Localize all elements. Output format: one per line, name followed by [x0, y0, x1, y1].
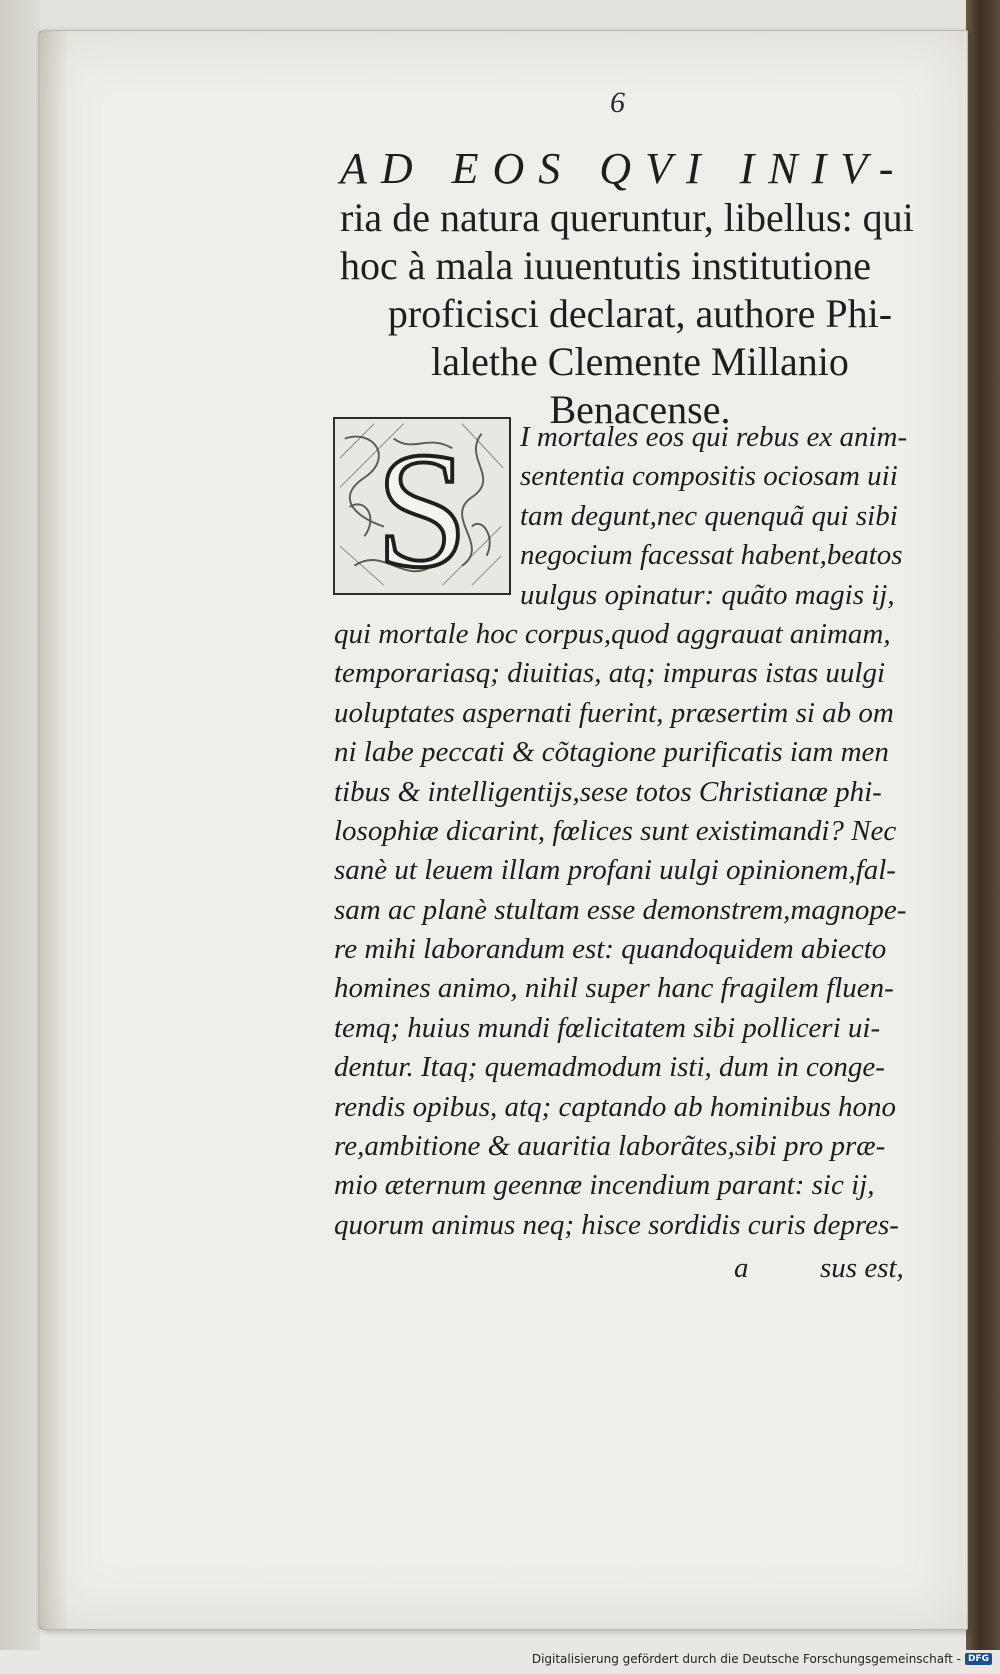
heading-line: lalethe Clemente Millanio — [431, 339, 849, 384]
scan-background-top — [0, 0, 1000, 30]
heading-line: hoc à mala iuuentutis institutione — [340, 243, 872, 288]
text-line: temq; huius mundi fœlicitatem sibi polliceri ui- — [334, 1011, 881, 1044]
text-line: re,ambitione & auaritia laborãtes,sibi pro præ- — [334, 1130, 886, 1163]
text-line: qui mortale hoc corpus,quod aggrauat animam, — [334, 617, 891, 650]
chapter-heading — [340, 144, 940, 434]
catchword: sus est, — [820, 1252, 904, 1284]
scan-background-left — [0, 0, 40, 1650]
text-line: temporariasq; diuitias, atq; impuras istas uulgi — [334, 657, 886, 690]
text-line: re mihi laborandum est: quandoquidem abiecto — [334, 933, 887, 966]
text-line: ni labe peccati & cõtagione purificatis iam men — [334, 736, 889, 769]
page-foot — [334, 1248, 934, 1288]
text-line: I mortales eos qui rebus ex anim- — [520, 421, 908, 453]
text-line: sam ac planè stultam esse demonstrem,magnope- — [334, 893, 907, 926]
text-line: homines animo, nihil super hanc fragilem fluen- — [334, 972, 894, 1005]
footer-text: Digitalisierung gefördert durch die Deutsche Forschungsgemeinschaft - — [531, 1652, 961, 1666]
text-line: sententia compositis ociosam uii — [520, 460, 898, 493]
text-line: tam degunt,nec quenquã qui sibi — [520, 499, 898, 532]
text-line: rendis opibus, atq; captando ab hominibus hono — [334, 1090, 897, 1123]
page-number: 6 — [610, 86, 625, 119]
text-line: uoluptates aspernati fuerint, præsertim si ab om — [334, 696, 894, 729]
heading-line: ria de natura queruntur, libellus: qui — [340, 195, 914, 240]
text-line: uulgus opinatur: quãto magis ij, — [520, 578, 895, 611]
page-gutter-shadow — [39, 31, 69, 1629]
signature-mark: a — [734, 1252, 749, 1284]
text-line: losophiæ dicarint, fœlices sunt existimandi? Nec — [334, 814, 897, 847]
text-line: dentur. Itaq; quemadmodum isti, dum in conge- — [334, 1051, 885, 1084]
digitization-footer — [532, 1652, 992, 1666]
book-cover-edge — [966, 0, 1000, 1650]
dfg-logo: DFG — [965, 1653, 992, 1665]
text-line: negocium facessat habent,beatos — [520, 539, 903, 572]
text-line: mio æternum geennæ incendium parant: sic ij, — [334, 1169, 875, 1202]
text-line: tibus & intelligentijs,sese totos Christianæ phi- — [334, 775, 882, 808]
heading-caps-line: AD EOS QVI INIV- — [340, 144, 908, 193]
text-line: quorum animus neq; hisce sordidis curis depres- — [334, 1208, 899, 1241]
heading-line: proficisci declarat, authore Phi- — [387, 291, 893, 336]
body-text — [334, 418, 934, 1245]
text-line: sanè ut leuem illam profani uulgi opinionem,fal- — [334, 854, 896, 887]
heading-line: Benacense. — [549, 387, 731, 432]
initial-letter: S — [375, 419, 469, 593]
